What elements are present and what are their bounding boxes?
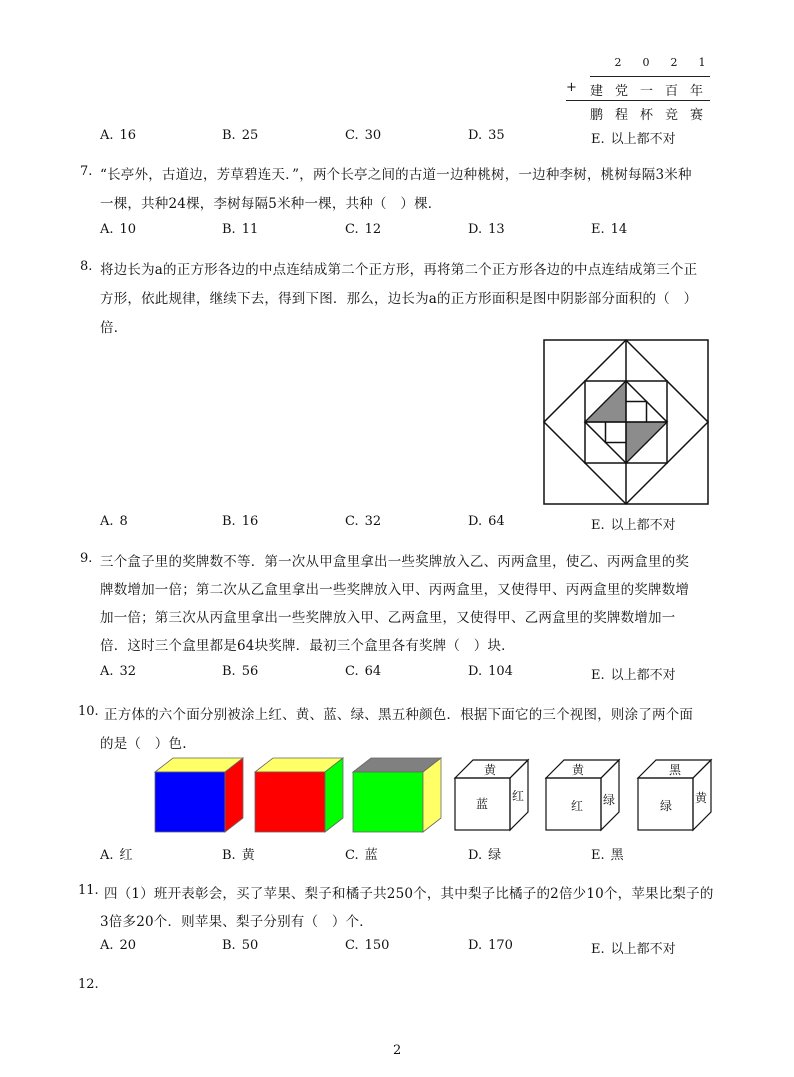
option-text: 104 bbox=[488, 664, 513, 679]
cube-front-face bbox=[155, 772, 225, 832]
option-a[interactable] bbox=[100, 844, 133, 863]
option-text: 170 bbox=[488, 938, 513, 953]
option-c[interactable] bbox=[345, 664, 381, 679]
option-b[interactable] bbox=[222, 514, 258, 529]
header-char: 竞 bbox=[664, 108, 678, 123]
option-label: A. bbox=[100, 664, 114, 679]
header-char: 鹏 bbox=[589, 108, 603, 123]
option-label: A. bbox=[100, 938, 114, 953]
q8-line: 倍． bbox=[100, 320, 128, 336]
header-plus: + bbox=[566, 80, 577, 95]
option-e[interactable] bbox=[591, 938, 676, 957]
q11-line: 3倍多20个．则苹果、梨子分别有（ ）个． bbox=[100, 914, 373, 930]
option-e[interactable] bbox=[591, 222, 627, 237]
option-label: E. bbox=[591, 518, 605, 533]
header-rule-top bbox=[590, 76, 710, 77]
option-a[interactable] bbox=[100, 514, 128, 529]
option-d[interactable] bbox=[468, 128, 505, 143]
option-c[interactable] bbox=[345, 844, 378, 863]
option-text: 14 bbox=[610, 222, 628, 237]
option-d[interactable] bbox=[468, 514, 505, 529]
cube-side-label: 绿 bbox=[602, 793, 616, 807]
option-label: E. bbox=[591, 222, 605, 237]
q8-line: 将边长为a的正方形各边的中点连结成第二个正方形，再将第二个正方形各边的中点连结成第三个正 bbox=[100, 262, 698, 278]
option-e[interactable] bbox=[591, 664, 676, 683]
cube-front-label: 红 bbox=[570, 799, 584, 813]
option-label: D. bbox=[468, 938, 483, 953]
question-number: 11. bbox=[78, 883, 99, 898]
option-d[interactable] bbox=[468, 664, 513, 679]
color-cube-3 bbox=[353, 758, 441, 832]
q9-line: 三个盒子里的奖牌数不等．第一次从甲盒里拿出一些奖牌放入乙、丙两盒里，使乙、丙两盒里的奖 bbox=[100, 554, 690, 570]
cube-top-label: 黄 bbox=[571, 763, 585, 777]
option-d[interactable] bbox=[468, 222, 505, 237]
option-label: E. bbox=[591, 668, 605, 683]
option-text: 黄 bbox=[241, 848, 255, 863]
option-c[interactable] bbox=[345, 222, 381, 237]
question-number: 12. bbox=[78, 977, 99, 992]
header-char: 建 bbox=[589, 84, 603, 99]
cube-figures bbox=[150, 754, 720, 838]
header-char: 百 bbox=[664, 84, 678, 99]
option-label: A. bbox=[100, 222, 114, 237]
color-cube-2 bbox=[255, 758, 343, 832]
option-c[interactable] bbox=[345, 514, 381, 529]
option-label: C. bbox=[345, 222, 359, 237]
option-label: C. bbox=[345, 128, 359, 143]
option-label: E. bbox=[591, 942, 605, 957]
q9-line: 加一倍；第三次从丙盒里拿出一些奖牌放入甲、乙两盒里，又使得甲、乙两盒里的奖牌数增加一 bbox=[100, 610, 676, 626]
option-text: 64 bbox=[488, 514, 505, 529]
question-number: 9. bbox=[80, 551, 93, 566]
option-text: 16 bbox=[241, 514, 259, 529]
header-rule-bottom bbox=[566, 100, 710, 101]
cube-side-label: 黄 bbox=[694, 791, 708, 805]
option-label: A. bbox=[100, 128, 114, 143]
header-line-2 bbox=[584, 104, 709, 123]
option-label: E. bbox=[591, 848, 605, 863]
option-text: 32 bbox=[364, 514, 382, 529]
header-char: 赛 bbox=[689, 108, 703, 123]
option-label: D. bbox=[468, 514, 483, 529]
option-a[interactable] bbox=[100, 222, 136, 237]
option-b[interactable] bbox=[222, 128, 258, 143]
option-text: 绿 bbox=[488, 848, 502, 863]
q10-line: 的是（ ）色. bbox=[100, 736, 187, 752]
header-char: 杯 bbox=[639, 108, 653, 123]
option-a[interactable] bbox=[100, 938, 136, 953]
option-e[interactable] bbox=[591, 844, 624, 863]
nested-squares-figure bbox=[540, 336, 712, 506]
year-digit: 2 bbox=[614, 56, 622, 69]
option-text: 以上都不对 bbox=[610, 132, 676, 147]
page-number: 2 bbox=[393, 1043, 402, 1058]
option-text: 以上都不对 bbox=[610, 942, 676, 957]
option-c[interactable] bbox=[345, 128, 381, 143]
question-number: 7. bbox=[80, 164, 93, 179]
option-text: 11 bbox=[241, 222, 259, 237]
header-char: 年 bbox=[689, 84, 703, 99]
option-label: D. bbox=[468, 128, 483, 143]
year-digit: 0 bbox=[642, 56, 650, 69]
option-label: C. bbox=[345, 664, 359, 679]
header-year bbox=[604, 56, 716, 69]
option-label: A. bbox=[100, 514, 114, 529]
option-label: A. bbox=[100, 848, 114, 863]
option-text: 64 bbox=[364, 664, 382, 679]
option-a[interactable] bbox=[100, 664, 136, 679]
q11-line: 四（1）班开表彰会，买了苹果、梨子和橘子共250个，其中梨子比橘子的2倍少10个，苹果比梨子的 bbox=[104, 886, 714, 902]
option-text: 30 bbox=[364, 128, 382, 143]
option-label: D. bbox=[468, 664, 483, 679]
option-text: 红 bbox=[119, 848, 133, 863]
option-a[interactable] bbox=[100, 128, 136, 143]
option-text: 150 bbox=[364, 938, 390, 953]
option-text: 50 bbox=[241, 938, 259, 953]
q8-line: 方形，依此规律，继续下去，得到下图．那么，边长为a的正方形面积是图中阴影部分面积的（ ） bbox=[100, 291, 698, 307]
option-text: 以上都不对 bbox=[610, 668, 676, 683]
option-c[interactable] bbox=[345, 938, 389, 953]
q9-line: 牌数增加一倍；第二次从乙盒里拿出一些奖牌放入甲、丙两盒里，又使得甲、丙两盒里的奖牌数增 bbox=[100, 582, 690, 598]
header-char: 一 bbox=[639, 84, 653, 99]
cube-top-label: 黑 bbox=[668, 763, 682, 777]
cube-front-label: 绿 bbox=[659, 799, 673, 813]
option-b[interactable] bbox=[222, 938, 258, 953]
option-text: 35 bbox=[488, 128, 505, 143]
header-line-1 bbox=[584, 80, 709, 99]
option-d[interactable] bbox=[468, 844, 501, 863]
cube-top-label: 黄 bbox=[483, 763, 497, 777]
cube-front-face bbox=[353, 772, 423, 832]
option-text: 13 bbox=[488, 222, 505, 237]
header-char: 党 bbox=[614, 84, 628, 99]
option-text: 黑 bbox=[610, 848, 624, 863]
option-label: B. bbox=[222, 848, 236, 863]
year-digit: 2 bbox=[670, 56, 678, 69]
shaded-triangle-upper bbox=[585, 381, 626, 422]
shaded-triangle-lower bbox=[626, 422, 667, 463]
option-text: 25 bbox=[241, 128, 259, 143]
q7-line: “长亭外，古道边，芳草碧连天．”，两个长亭之间的古道一边种桃树，一边种李树，桃树每隔3米种 bbox=[100, 167, 692, 183]
q7-line: 一棵，共种24棵，李树每隔5米种一棵，共种（ ）棵． bbox=[100, 196, 442, 212]
option-text: 10 bbox=[119, 222, 137, 237]
option-label: C. bbox=[345, 938, 359, 953]
option-label: D. bbox=[468, 222, 483, 237]
option-e[interactable] bbox=[591, 514, 676, 533]
cube-front-face bbox=[255, 772, 325, 832]
option-label: B. bbox=[222, 128, 236, 143]
option-label: B. bbox=[222, 938, 236, 953]
option-label: D. bbox=[468, 848, 483, 863]
year-digit: 1 bbox=[698, 56, 706, 69]
color-cube-1 bbox=[155, 758, 243, 832]
option-e[interactable] bbox=[591, 128, 676, 147]
header-char: 程 bbox=[614, 108, 628, 123]
option-b[interactable] bbox=[222, 844, 255, 863]
option-label: C. bbox=[345, 514, 359, 529]
cube-side-label: 红 bbox=[511, 789, 525, 803]
option-text: 12 bbox=[364, 222, 382, 237]
option-label: C. bbox=[345, 848, 359, 863]
q10-line: 正方体的六个面分别被涂上红、黄、蓝、绿、黑五种颜色．根据下面它的三个视图，则涂了两个面 bbox=[104, 707, 694, 723]
question-number: 10. bbox=[78, 704, 99, 719]
option-label: B. bbox=[222, 514, 236, 529]
cube-front-label: 蓝 bbox=[475, 797, 489, 811]
question-number: 8. bbox=[80, 259, 93, 274]
option-text: 蓝 bbox=[364, 848, 378, 863]
option-text: 以上都不对 bbox=[610, 518, 676, 533]
option-b[interactable] bbox=[222, 222, 258, 237]
option-text: 20 bbox=[119, 938, 137, 953]
option-text: 16 bbox=[119, 128, 137, 143]
option-text: 32 bbox=[119, 664, 137, 679]
option-b[interactable] bbox=[222, 664, 258, 679]
option-label: B. bbox=[222, 664, 236, 679]
option-text: 56 bbox=[241, 664, 259, 679]
option-d[interactable] bbox=[468, 938, 513, 953]
option-label: E. bbox=[591, 132, 605, 147]
option-label: B. bbox=[222, 222, 236, 237]
q9-line: 倍．这时三个盒里都是64块奖牌．最初三个盒里各有奖牌（ ）块． bbox=[100, 638, 515, 654]
option-text: 8 bbox=[119, 514, 128, 529]
